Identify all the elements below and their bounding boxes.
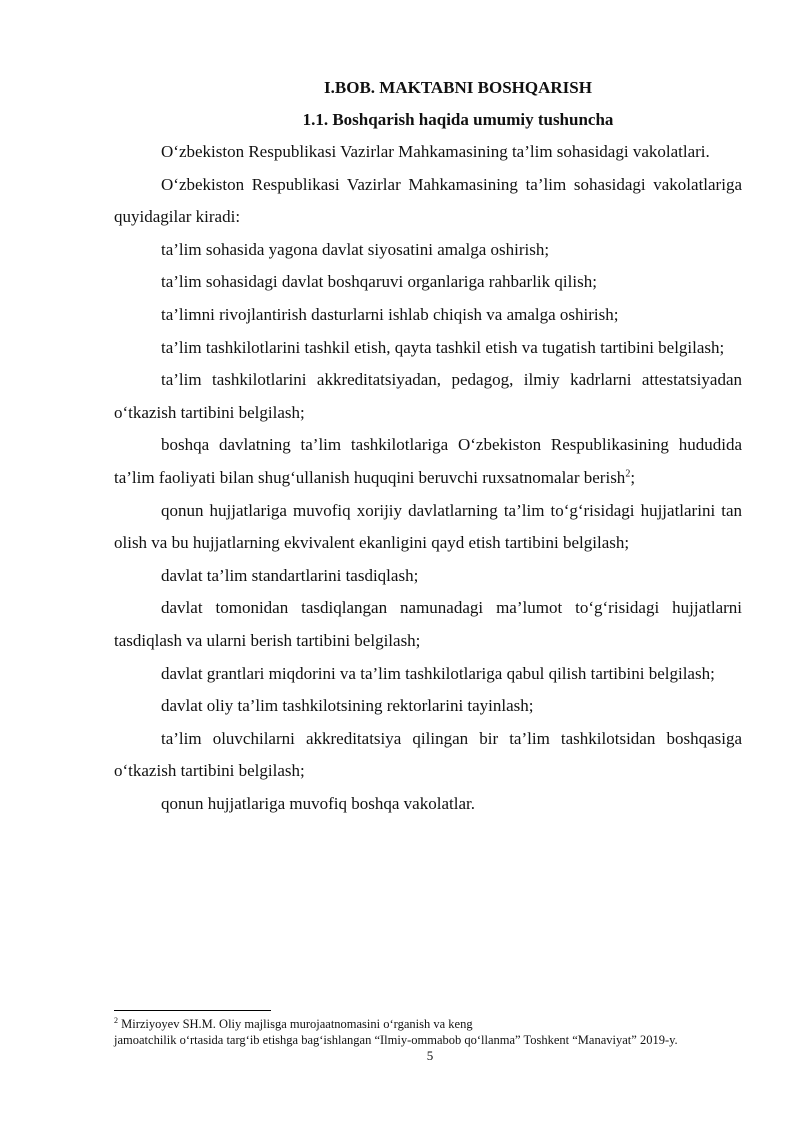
footnote-line-2: jamoatchilik o‘rtasida targ‘ib etishga bag‘ishlangan “Ilmiy-ommabob qo‘llanma” Toshkent “Manaviyat” 2019-y.	[114, 1033, 678, 1047]
page-number: 5	[426, 1048, 434, 1063]
footnote-reference[interactable]: 2	[625, 468, 631, 480]
paragraph-text: boshqa davlatning ta’lim tashkilotlariga O‘zbekiston Respublikasining hududida ta’lim faoliyati bilan shug‘ullanish huquqini beruvchi ruxsatnomalar berish	[114, 435, 742, 487]
paragraph-punctuation: ;	[630, 467, 636, 487]
paragraph: ta’lim sohasidagi davlat boshqaruvi organlariga rahbarlik qilish;	[161, 272, 597, 292]
paragraph: qonun hujjatlariga muvofiq boshqa vakolatlar.	[161, 793, 475, 813]
paragraph: qonun hujjatlariga muvofiq xorijiy davlatlarning ta’lim to‘g‘risidagi hujjatlarini tan olish va bu hujjatlarning ekvivalent ekanligini qayd etish tartibini belgilash;	[114, 500, 742, 553]
paragraph: davlat ta’lim standartlarini tasdiqlash;	[161, 565, 419, 585]
footnote-mark: 2	[114, 1015, 118, 1025]
paragraph: davlat oliy ta’lim tashkilotsining rektorlarini tayinlash;	[161, 696, 534, 716]
section-title: 1.1. Boshqarish haqida umumiy tushuncha	[302, 110, 614, 129]
paragraph: O‘zbekiston Respublikasi Vazirlar Mahkamasining ta’lim sohasidagi vakolatlari.	[161, 142, 710, 161]
footnote	[114, 1016, 754, 1048]
paragraph: davlat tomonidan tasdiqlangan namunadagi ma’lumot to‘g‘risidagi hujjatlarni tasdiqlash va ularni berish tartibini belgilash;	[114, 598, 742, 650]
chapter-title: I.BOB. MAKTABNI BOSHQARISH	[324, 78, 592, 97]
footnote-line-1: Mirziyoyev SH.M. Oliy majlisga murojaatnomasini o‘rganish va keng	[118, 1017, 473, 1031]
paragraph-with-footnote	[114, 429, 742, 494]
footnote-separator	[114, 1010, 271, 1011]
paragraph: ta’lim tashkilotlarini tashkil etish, qayta tashkil etish va tugatish tartibini belgilash;	[161, 337, 725, 357]
document-body	[114, 72, 742, 820]
paragraph: ta’lim oluvchilarni akkreditatsiya qilingan bir ta’lim tashkilotsidan boshqasiga o‘tkazish tartibini belgilash;	[114, 728, 742, 781]
paragraph: O‘zbekiston Respublikasi Vazirlar Mahkamasining ta’lim sohasidagi vakolatlariga quyidagilar kiradi:	[114, 174, 742, 227]
paragraph: ta’lim tashkilotlarini akkreditatsiyadan, pedagog, ilmiy kadrlarni attestatsiyadan o‘tkazish tartibini belgilash;	[114, 370, 742, 422]
paragraph: ta’lim sohasida yagona davlat siyosatini amalga oshirish;	[161, 239, 550, 259]
paragraph: davlat grantlari miqdorini va ta’lim tashkilotlariga qabul qilish tartibini belgilash;	[161, 663, 715, 683]
paragraph: ta’limni rivojlantirish dasturlarni ishlab chiqish va amalga oshirish;	[161, 304, 619, 324]
